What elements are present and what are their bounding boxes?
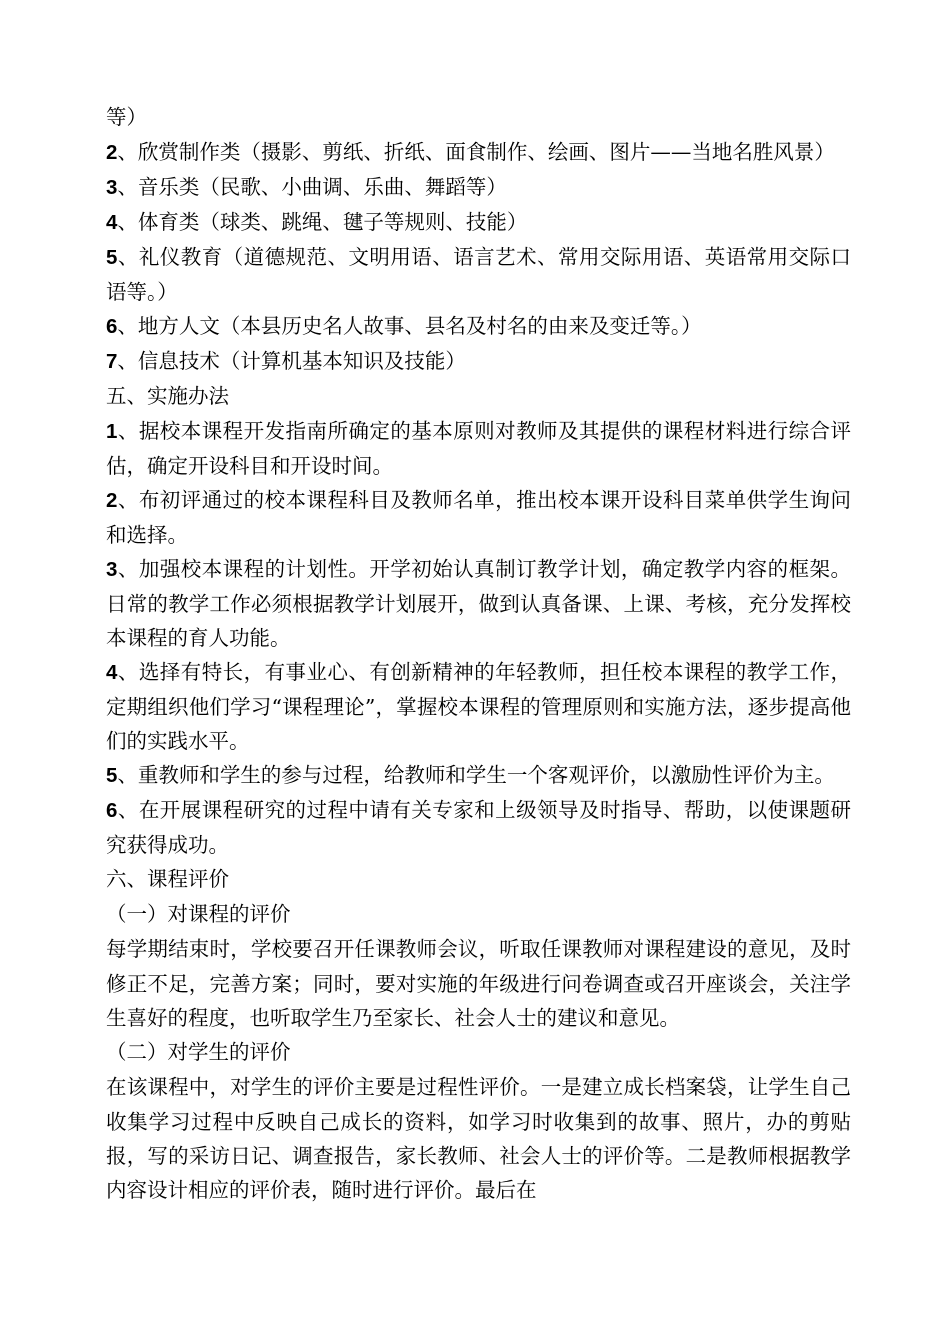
paragraph-text: 六、课程评价 (106, 867, 229, 891)
item-number: 6 (106, 315, 118, 338)
paragraph-text: 、重教师和学生的参与过程，给教师和学生一个客观评价，以激励性评价为主。 (117, 763, 835, 787)
paragraph-text: 、据校本课程开发指南所确定的基本原则对教师及其提供的课程材料进行综合评估，确定开设科目和开设时间。 (106, 419, 851, 478)
subheading-student-evaluation (106, 1035, 851, 1070)
paragraph-0 (106, 100, 851, 135)
paragraph-11 (106, 655, 851, 758)
paragraph-10 (106, 552, 851, 655)
paragraph-text: 等） (106, 105, 147, 129)
paragraph-text: 、体育类（球类、跳绳、毽子等规则、技能） (117, 210, 528, 234)
item-number: 4 (106, 661, 118, 684)
section-heading-implementation (106, 379, 851, 414)
section-heading-evaluation (106, 862, 851, 897)
paragraph-3 (106, 205, 851, 240)
paragraph-text: 、欣赏制作类（摄影、剪纸、折纸、面食制作、绘画、图片——当地名胜风景） (117, 140, 835, 164)
item-number: 3 (106, 558, 118, 581)
item-number: 5 (106, 246, 118, 269)
paragraph-text: 、地方人文（本县历史名人故事、县名及村名的由来及变迁等。） (117, 314, 702, 338)
paragraph-text: 、加强校本课程的计划性。开学初始认真制订教学计划，确定教学内容的框架。日常的教学工作必须根据教学计划展开，做到认真备课、上课、考核，充分发挥校本课程的育人功能。 (106, 557, 851, 650)
paragraph-text: （一）对课程的评价 (106, 902, 291, 926)
document-page (106, 100, 851, 1207)
item-number: 6 (106, 799, 118, 822)
paragraph-18 (106, 1070, 851, 1207)
paragraph-16 (106, 932, 851, 1035)
item-number: 2 (106, 141, 118, 164)
paragraph-text: 、选择有特长，有事业心、有创新精神的年轻教师，担任校本课程的教学工作，定期组织他们学习“课程理论”，掌握校本课程的管理原则和实施方法，逐步提高他们的实践水平。 (106, 660, 851, 753)
paragraph-6 (106, 344, 851, 379)
paragraph-1 (106, 135, 851, 170)
paragraph-13 (106, 793, 851, 862)
paragraph-text: 、礼仪教育（道德规范、文明用语、语言艺术、常用交际用语、英语常用交际口语等。） (106, 245, 851, 304)
paragraph-12 (106, 758, 851, 793)
paragraph-4 (106, 240, 851, 309)
item-number: 4 (106, 211, 118, 234)
paragraph-text: 、音乐类（民歌、小曲调、乐曲、舞蹈等） (117, 175, 507, 199)
item-number: 2 (106, 489, 118, 512)
paragraph-2 (106, 170, 851, 205)
paragraph-text: 在该课程中，对学生的评价主要是过程性评价。一是建立成长档案袋，让学生自己收集学习过程中反映自己成长的资料，如学习时收集到的故事、照片，办的剪贴报，写的采访日记、调查报告，家长教师、社会人士的评价等。二是教师根据教学内容设计相应的评价表，随时进行评价。最后在 (106, 1075, 851, 1202)
item-number: 5 (106, 764, 118, 787)
paragraph-9 (106, 483, 851, 552)
paragraph-5 (106, 309, 851, 344)
item-number: 7 (106, 350, 118, 373)
paragraph-text: 、布初评通过的校本课程科目及教师名单，推出校本课开设科目菜单供学生询问和选择。 (106, 488, 851, 547)
subheading-course-evaluation (106, 897, 851, 932)
paragraph-8 (106, 414, 851, 483)
item-number: 1 (106, 420, 118, 443)
paragraph-text: 每学期结束时，学校要召开任课教师会议，听取任课教师对课程建设的意见，及时修正不足，完善方案；同时，要对实施的年级进行问卷调查或召开座谈会，关注学生喜好的程度，也听取学生乃至家长、社会人士的建议和意见。 (106, 937, 851, 1030)
paragraph-text: 、在开展课程研究的过程中请有关专家和上级领导及时指导、帮助，以使课题研究获得成功。 (106, 798, 851, 857)
paragraph-text: 、信息技术（计算机基本知识及技能） (117, 349, 466, 373)
paragraph-text: （二）对学生的评价 (106, 1040, 291, 1064)
item-number: 3 (106, 176, 118, 199)
paragraph-text: 五、实施办法 (106, 384, 229, 408)
